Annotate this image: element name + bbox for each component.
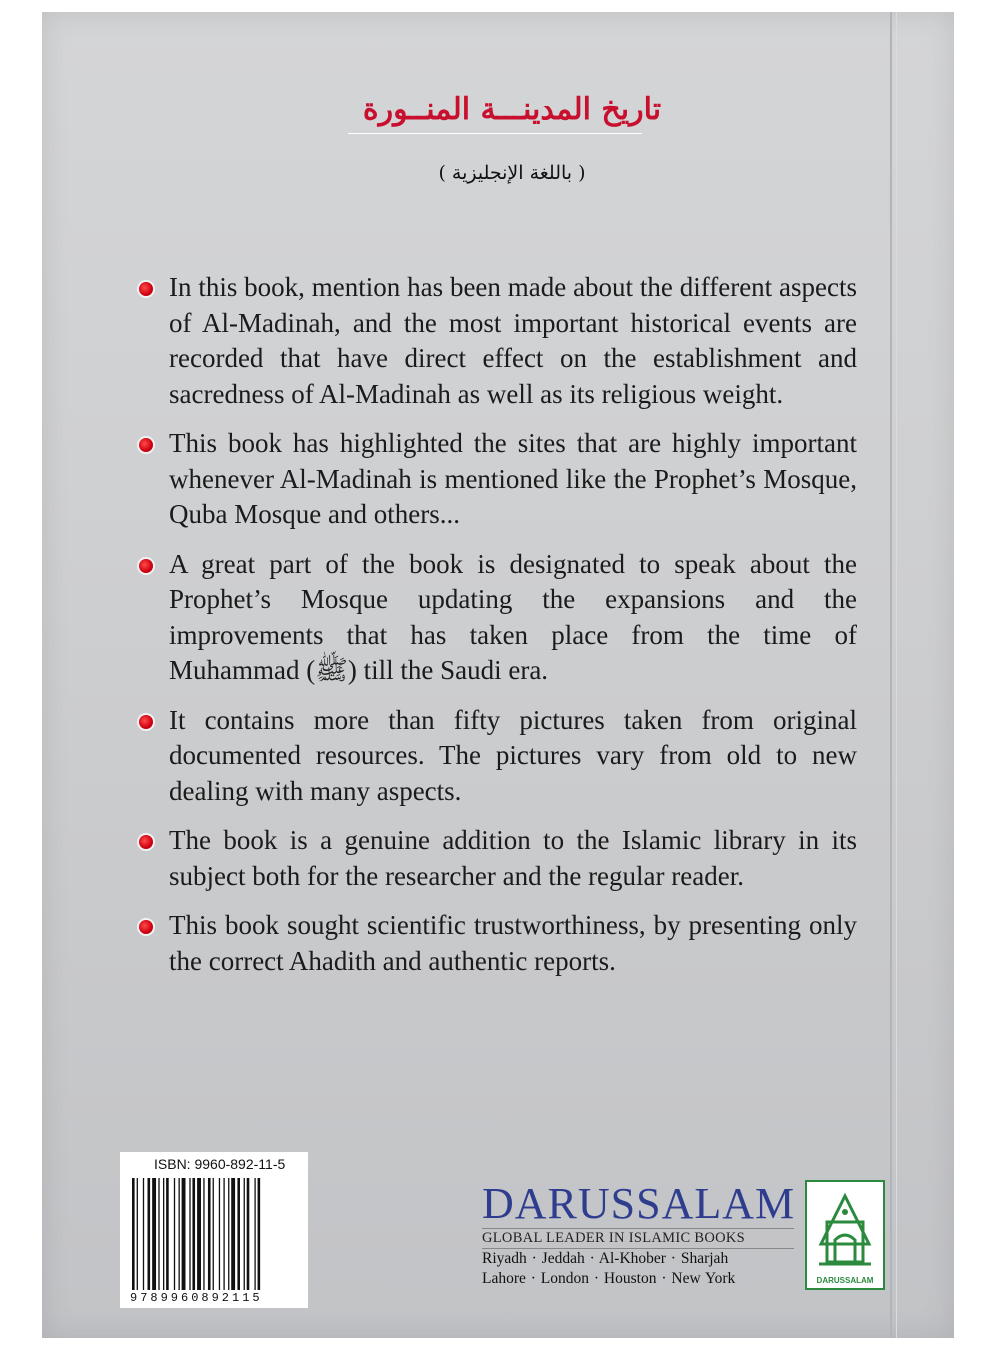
arabic-subtitle: ( باللغة الإنجليزية ) xyxy=(438,162,586,184)
spine-groove xyxy=(890,12,892,1338)
description-text: In this book, mention has been made about the different aspects of Al-Madinah, and the most important historical events are recorded that have direct effect on the establishment and sacredness of Al-Madinah as well as its religious weight. xyxy=(169,272,857,409)
description-item xyxy=(137,908,857,979)
bullet-dot-icon xyxy=(139,835,153,849)
description-item xyxy=(137,270,857,412)
publisher-tagline: GLOBAL LEADER IN ISLAMIC BOOKS xyxy=(482,1228,794,1249)
title-underline xyxy=(348,133,642,134)
description-text: A great part of the book is designated to speak about the Prophet’s Mosque updating the expansions and the improvements that has taken place from the time of Muhammad (ﷺ) till the Saudi era. xyxy=(169,548,857,685)
barcode-icon xyxy=(132,1178,296,1290)
description-item xyxy=(137,547,857,689)
spine-highlight xyxy=(896,12,897,1338)
publisher-cities-line2: Lahore · London · Houston · New York xyxy=(482,1270,736,1287)
bullet-dot-icon xyxy=(139,282,153,296)
barcode-number: 9789960892115 xyxy=(130,1291,263,1305)
description-text: The book is a genuine addition to the Islamic library in its subject both for the researcher and the regular reader. xyxy=(169,825,857,891)
logo-caption: DARUSSALAM xyxy=(816,1276,874,1285)
darussalam-logo xyxy=(805,1180,885,1290)
publisher-name: DARUSSALAM xyxy=(482,1179,796,1228)
description-text: It contains more than fifty pictures taken from original documented resources. The pictures vary from old to new dealing with many aspects. xyxy=(169,704,857,806)
bullet-dot-icon xyxy=(139,559,153,573)
description-text: This book sought scientific trustworthiness, by presenting only the correct Ahadith and authentic reports. xyxy=(169,910,857,976)
arabic-title: تاريخ المدينـــة المنــورة xyxy=(362,92,662,127)
publisher-cities-line1: Riyadh · Jeddah · Al-Khober · Sharjah xyxy=(482,1250,729,1267)
description-item xyxy=(137,823,857,894)
isbn-label: ISBN: 9960-892-11-5 xyxy=(154,1156,286,1172)
description-item xyxy=(137,703,857,810)
bullet-dot-icon xyxy=(139,715,153,729)
description-text: This book has highlighted the sites that are highly important whenever Al-Madinah is mentioned like the Prophet’s Mosque, Quba Mosque and others... xyxy=(169,428,857,529)
bullet-dot-icon xyxy=(139,920,153,934)
description-list xyxy=(137,270,857,993)
isbn-barcode-box xyxy=(120,1152,308,1308)
bullet-dot-icon xyxy=(139,438,153,452)
book-back-cover xyxy=(42,12,954,1338)
description-item xyxy=(137,426,857,533)
mosque-emblem-icon xyxy=(807,1182,883,1288)
publisher-block xyxy=(482,1179,796,1289)
